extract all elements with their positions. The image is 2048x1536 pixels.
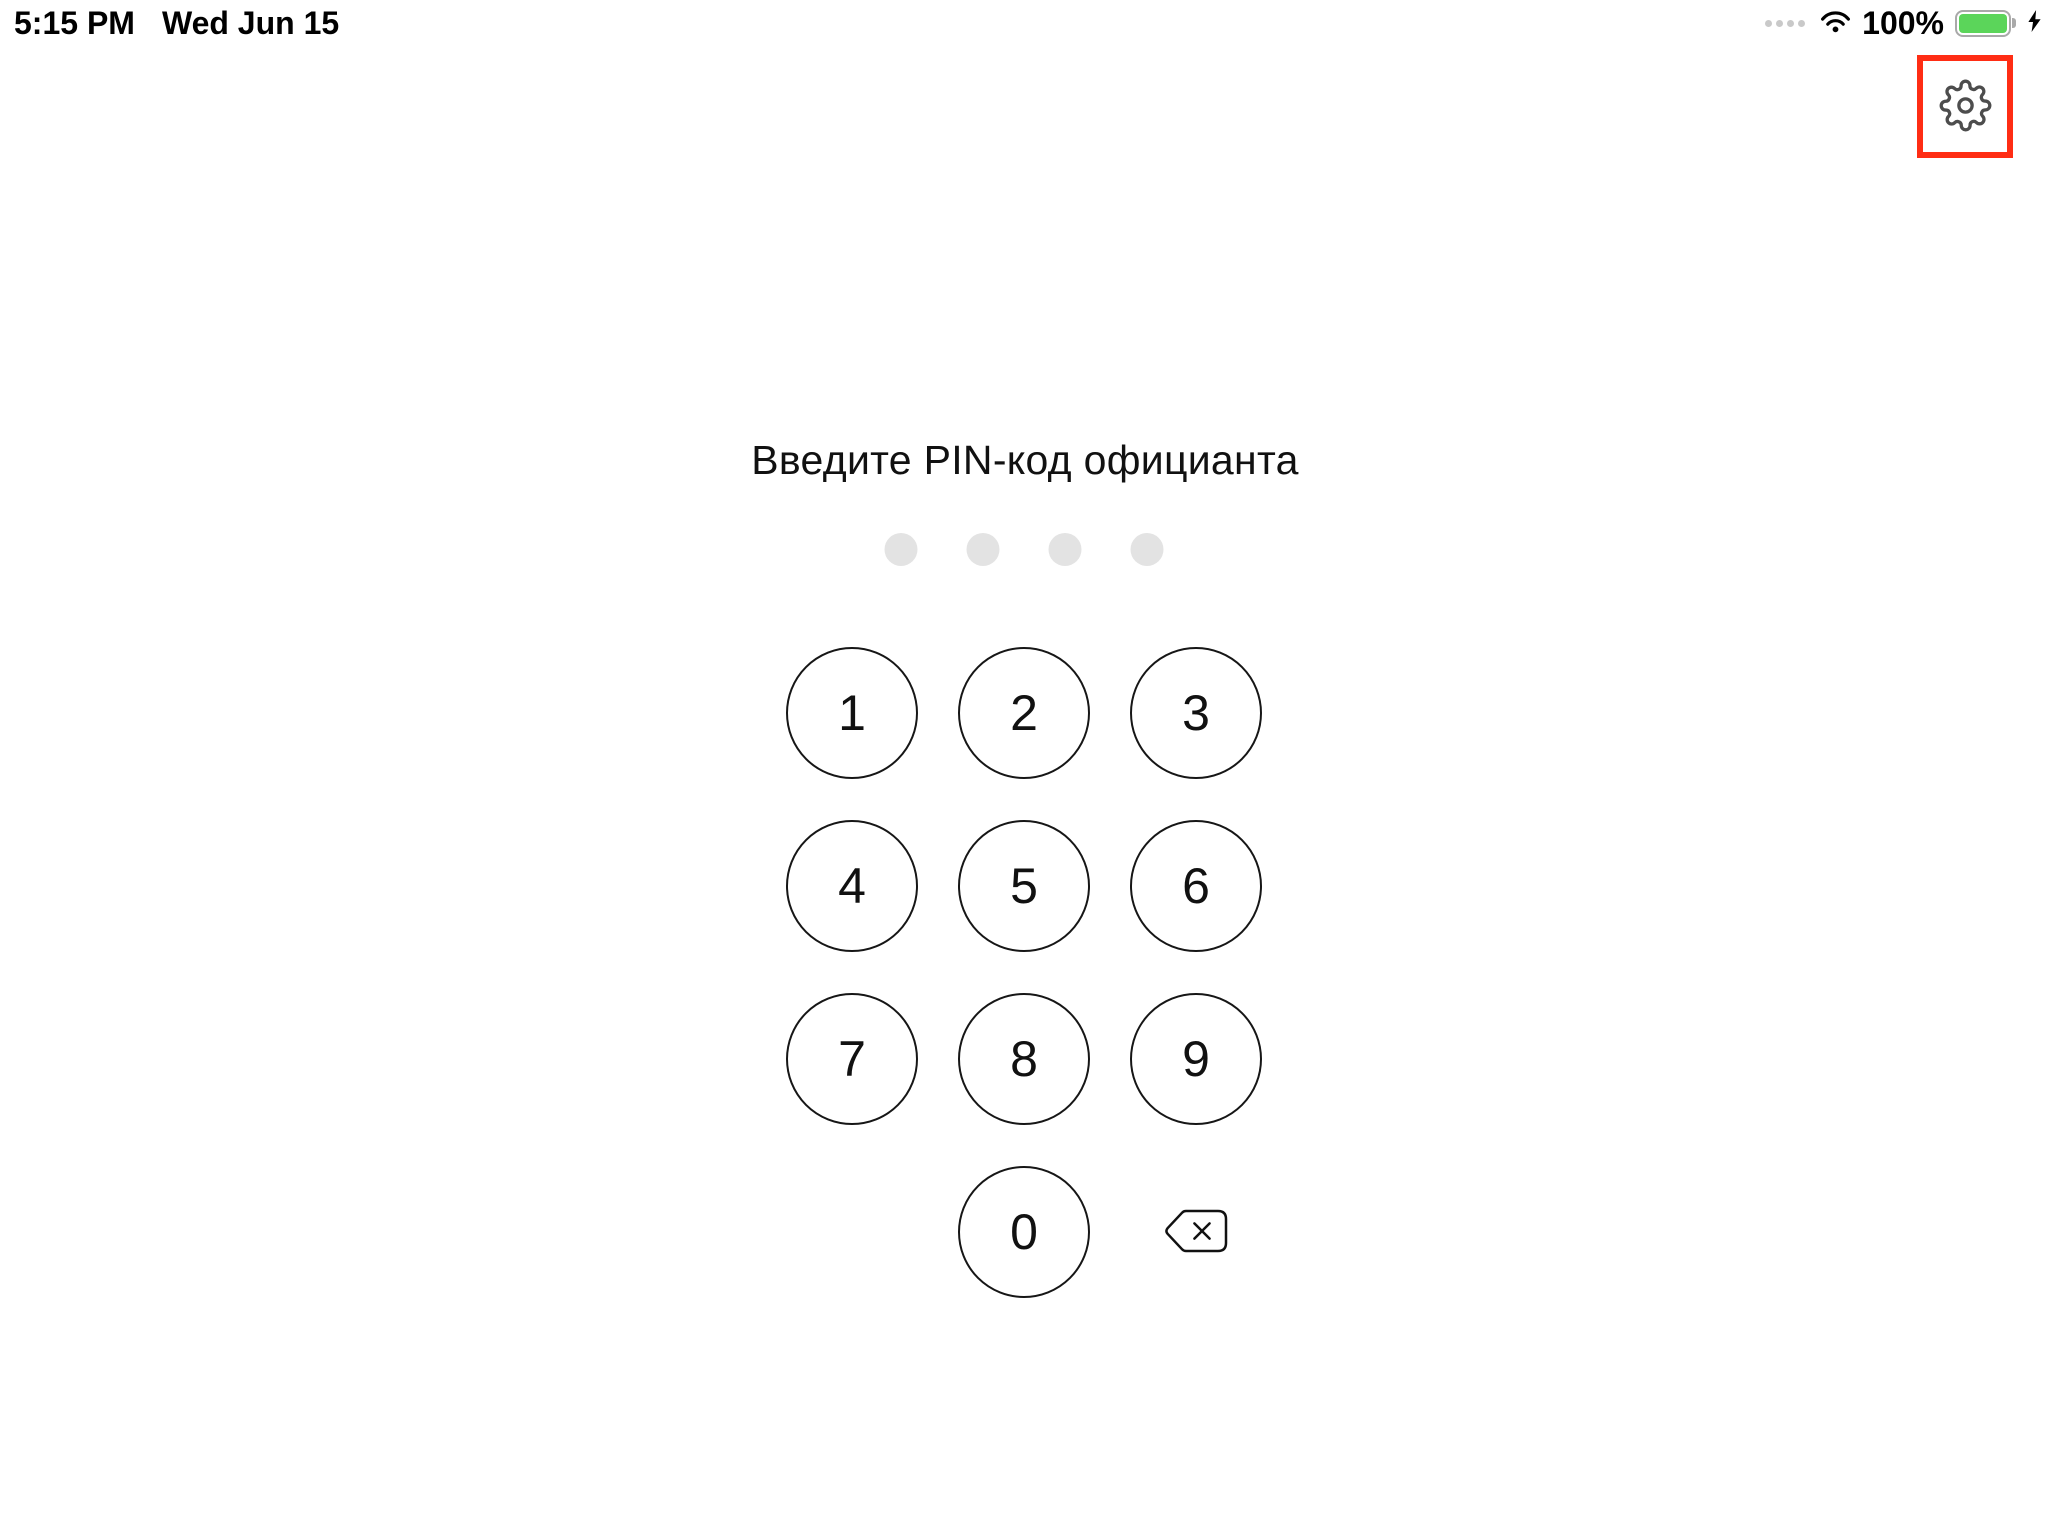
battery-icon <box>1955 10 2016 37</box>
pin-keypad <box>786 647 1262 1298</box>
status-bar <box>0 0 2048 46</box>
pin-dot-empty <box>885 533 918 566</box>
battery-shell <box>1955 10 2011 37</box>
pin-title: Введите PIN-код официанта <box>751 437 1299 483</box>
key-0[interactable]: 0 <box>958 1166 1090 1298</box>
key-1[interactable]: 1 <box>786 647 918 779</box>
cellular-dot <box>1765 20 1772 27</box>
pin-dot-empty <box>1049 533 1082 566</box>
settings-button[interactable] <box>1923 61 2007 152</box>
cellular-signal-icon <box>1765 20 1805 27</box>
key-6[interactable]: 6 <box>1130 820 1262 952</box>
key-8[interactable]: 8 <box>958 993 1090 1125</box>
cellular-dot <box>1776 20 1783 27</box>
gear-icon <box>1939 79 1992 135</box>
backspace-button[interactable] <box>1130 1166 1262 1298</box>
status-right-cluster <box>1765 0 2042 46</box>
wifi-icon <box>1820 9 1851 38</box>
settings-highlight-annotation <box>1917 55 2013 158</box>
charging-bolt-icon <box>2027 10 2042 37</box>
backspace-icon <box>1160 1204 1232 1261</box>
status-left-cluster <box>14 0 339 46</box>
key-9[interactable]: 9 <box>1130 993 1262 1125</box>
key-3[interactable]: 3 <box>1130 647 1262 779</box>
keypad-spacer <box>786 1166 918 1298</box>
battery-nub <box>2012 18 2016 28</box>
cellular-dot <box>1798 20 1805 27</box>
key-5[interactable]: 5 <box>958 820 1090 952</box>
pin-dot-empty <box>1131 533 1164 566</box>
battery-fill <box>1959 14 2007 33</box>
key-2[interactable]: 2 <box>958 647 1090 779</box>
key-7[interactable]: 7 <box>786 993 918 1125</box>
pin-dot-empty <box>967 533 1000 566</box>
pin-dots-indicator <box>885 533 1164 566</box>
battery-percent-label: 100% <box>1862 4 1944 41</box>
status-date: Wed Jun 15 <box>161 4 340 41</box>
status-time: 5:15 PM <box>14 4 135 41</box>
key-4[interactable]: 4 <box>786 820 918 952</box>
cellular-dot <box>1787 20 1794 27</box>
